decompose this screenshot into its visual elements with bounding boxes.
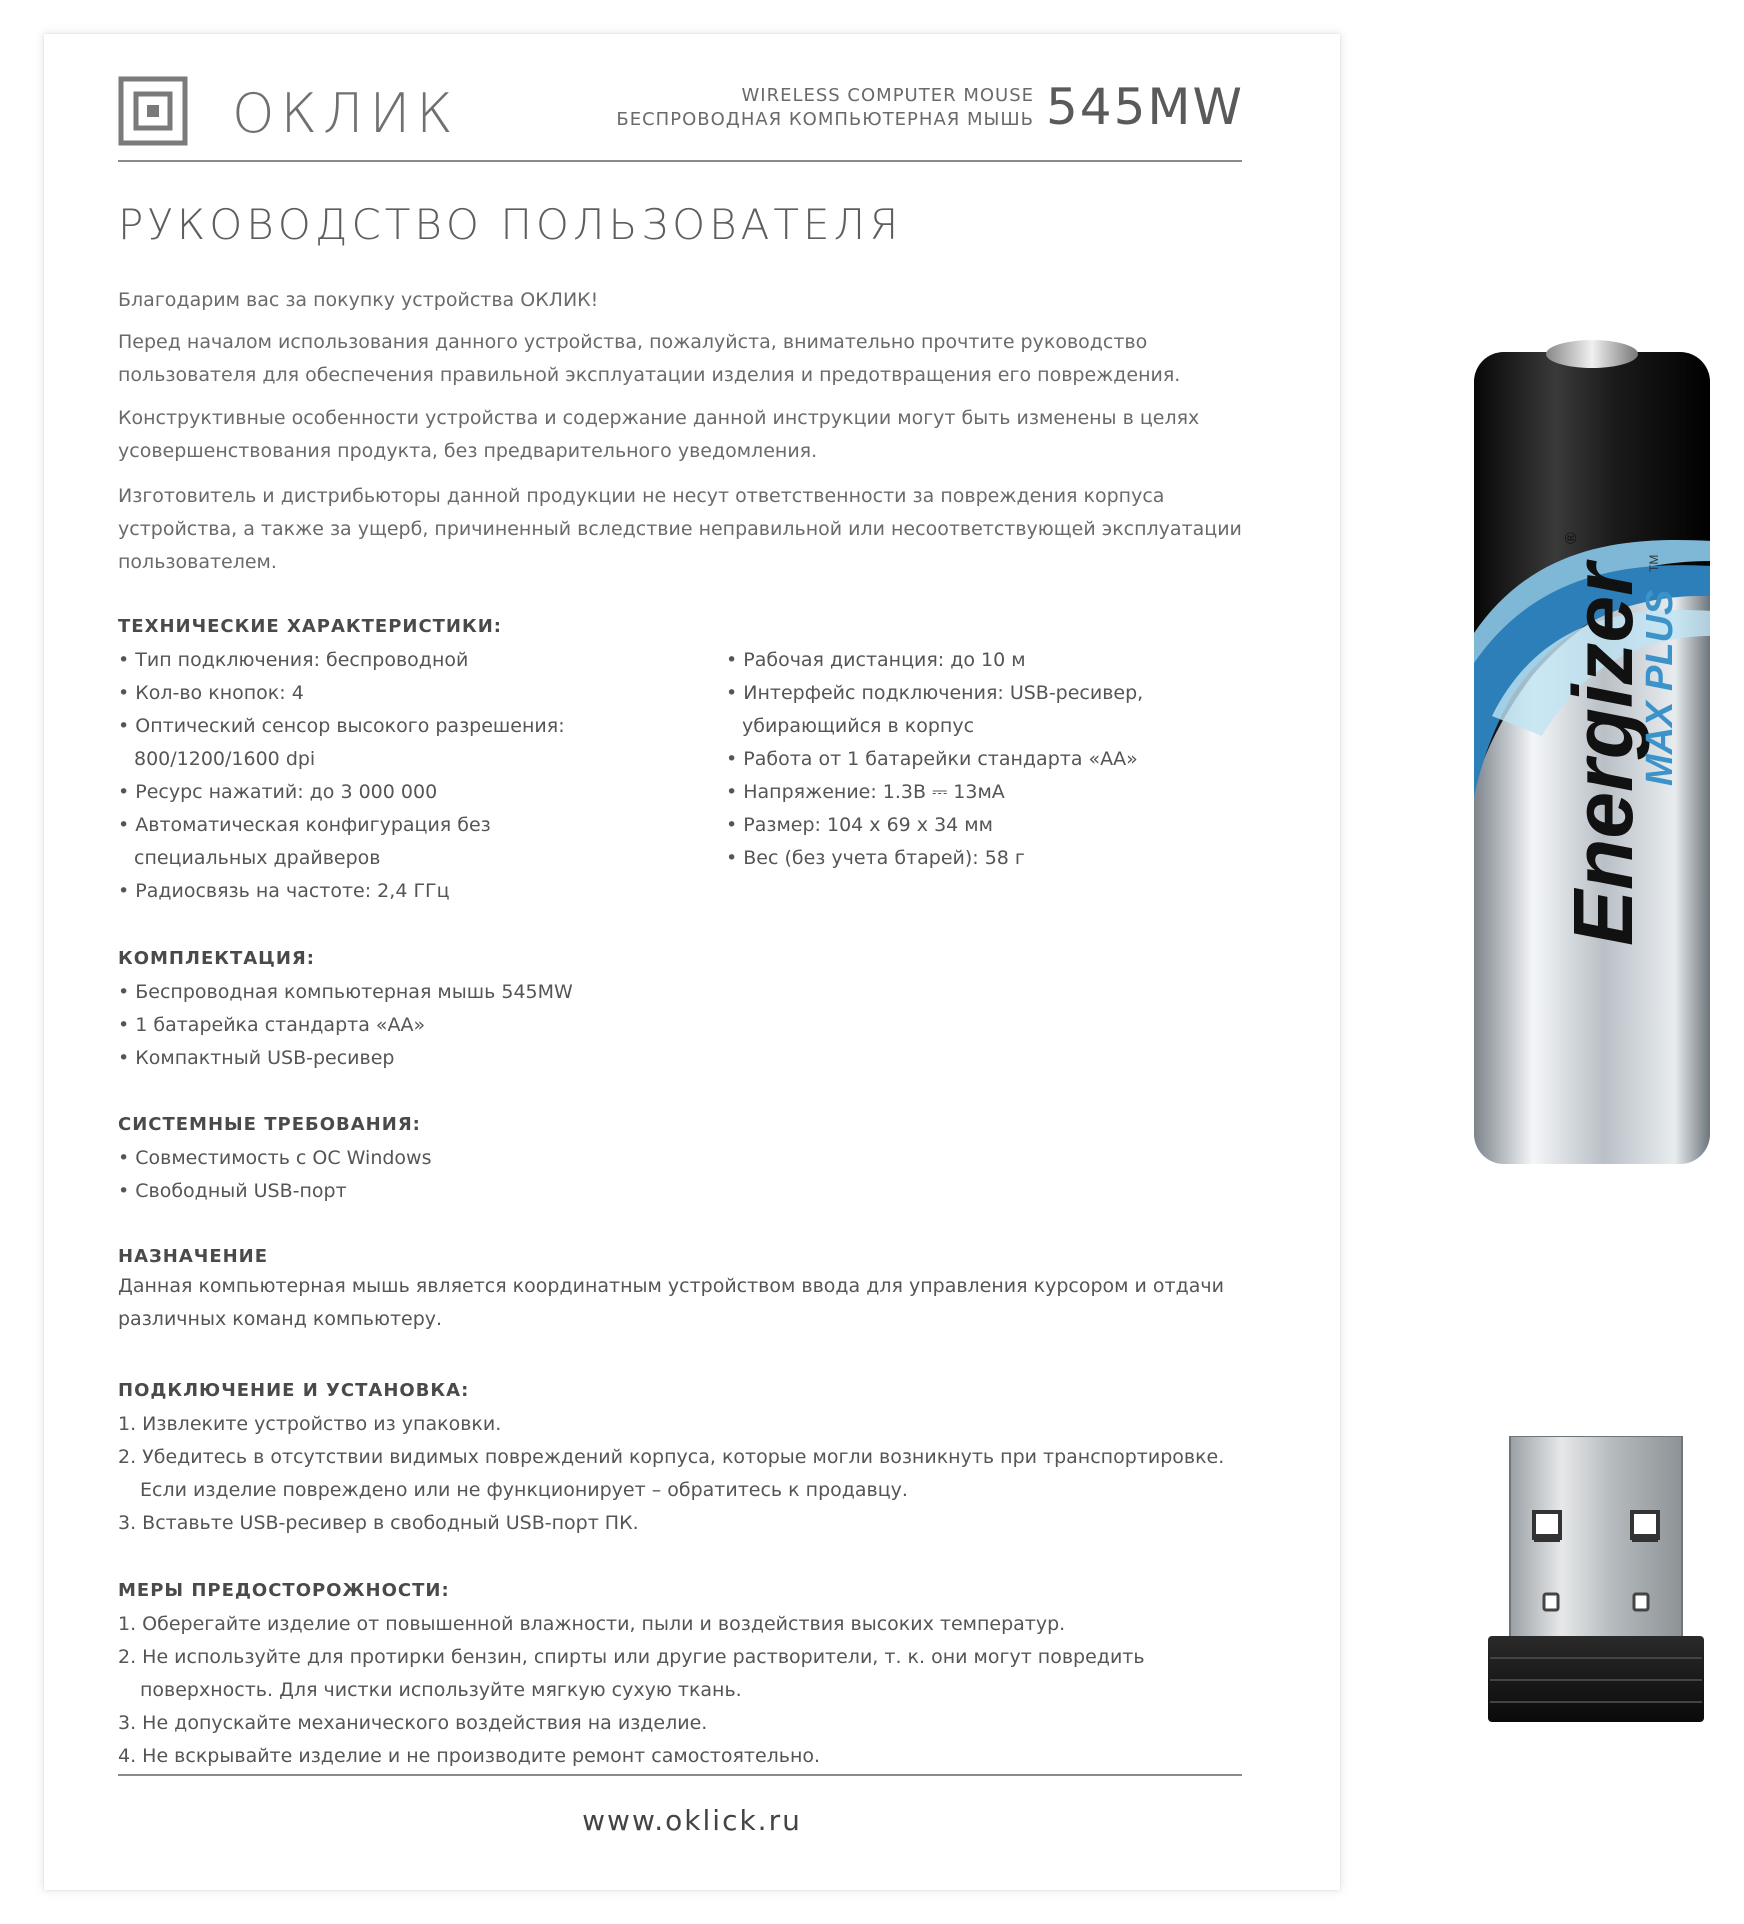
list-item: 3. Не допускайте механического воздействия на изделие. [118, 1712, 708, 1734]
footer-divider [118, 1774, 1242, 1776]
header-divider [118, 160, 1242, 162]
footer-url: www.oklick.ru [582, 1804, 802, 1837]
package-list [118, 976, 1018, 1075]
intro-paragraph: Благодарим вас за покупку устройства ОКЛИК! [118, 289, 599, 311]
list-item: • Напряжение: 1.3В ⎓ 13мА [726, 776, 1246, 809]
specs-heading: ТЕХНИЧЕСКИЕ ХАРАКТЕРИСТИКИ: [118, 616, 502, 637]
list-item: • Интерфейс подключения: USB-ресивер, убирающийся в корпус [726, 677, 1246, 743]
list-item: • Рабочая дистанция: до 10 м [726, 644, 1246, 677]
purpose-text: Данная компьютерная мышь является координатным устройством ввода для управления курсором и отдачи различных команд компьютеру. [118, 1275, 1224, 1330]
precautions-heading: МЕРЫ ПРЕДОСТОРОЖНОСТИ: [118, 1580, 450, 1601]
list-item: • Работа от 1 батарейки стандарта «АА» [726, 743, 1246, 776]
subtitle-en: WIRELESS COMPUTER MOUSE [741, 85, 1034, 106]
battery-registered: ® [1563, 532, 1580, 544]
list-item: • Оптический сенсор высокого разрешения: 800/1200/1600 dpi [118, 710, 628, 776]
product-subtitle [616, 84, 1034, 132]
list-item: 2. Убедитесь в отсутствии видимых повреждений корпуса, которые могли возникнуть при транспортировке. Если изделие повреждено или не функционирует – обратитесь к продавцу. [118, 1446, 1225, 1501]
precautions-list [118, 1608, 1268, 1773]
intro-paragraph: Изготовитель и дистрибьюторы данной продукции не несут ответственности за повреждения корпуса устройства, а также за ущерб, причиненный вследствие неправильной или несоответствующей эксплуатации пользователем. [118, 485, 1242, 573]
model-number: 545MW [1045, 78, 1244, 136]
specs-list-right [726, 644, 1246, 875]
list-item: 3. Вставьте USB-ресивер в свободный USB-порт ПК. [118, 1512, 639, 1534]
list-item: • Автоматическая конфигурация без специальных драйверов [118, 809, 628, 875]
package-heading: КОМПЛЕКТАЦИЯ: [118, 948, 315, 969]
subtitle-ru: БЕСПРОВОДНАЯ КОМПЬЮТЕРНАЯ МЫШЬ [616, 109, 1034, 130]
intro-paragraph: Конструктивные особенности устройства и содержание данной инструкции могут быть изменены в целях усовершенствования продукта, без предварительного уведомления. [118, 407, 1200, 462]
list-item: 4. Не вскрывайте изделие и не производите ремонт самостоятельно. [118, 1745, 821, 1767]
list-item: • Тип подключения: беспроводной [118, 644, 628, 677]
battery-tm: TM [1647, 554, 1661, 572]
list-item: • Совместимость с ОС Windows [118, 1142, 1018, 1175]
list-item: • Ресурс нажатий: до 3 000 000 [118, 776, 628, 809]
oklick-logo-icon [118, 76, 188, 146]
list-item: • Размер: 104 x 69 x 34 мм [726, 809, 1246, 842]
battery-positive-terminal [1546, 340, 1638, 368]
battery-brand: Energizer [1556, 563, 1650, 946]
install-list [118, 1408, 1268, 1540]
list-item: • Кол-во кнопок: 4 [118, 677, 628, 710]
list-item: • Радиосвязь на частоте: 2,4 ГГц [118, 875, 628, 908]
install-heading: ПОДКЛЮЧЕНИЕ И УСТАНОВКА: [118, 1380, 470, 1401]
list-item: 2. Не используйте для протирки бензин, спирты или другие растворители, т. к. они могут повредить поверхность. Для чистки используйте мягкую сухую ткань. [118, 1646, 1145, 1701]
list-item: • Беспроводная компьютерная мышь 545MW [118, 976, 1018, 1009]
list-item: • 1 батарейка стандарта «АА» [118, 1009, 1018, 1042]
requirements-list [118, 1142, 1018, 1208]
manual-sheet [44, 34, 1340, 1890]
purpose-heading: НАЗНАЧЕНИЕ [118, 1246, 269, 1267]
page-title: РУКОВОДСТВО ПОЛЬЗОВАТЕЛЯ [118, 200, 903, 249]
specs-list-left [118, 644, 628, 908]
list-item: • Компактный USB-ресивер [118, 1042, 1018, 1075]
list-item: 1. Извлеките устройство из упаковки. [118, 1413, 502, 1435]
usb-receiver-image [1486, 1436, 1706, 1726]
brand-name: ОКЛИК [232, 82, 459, 145]
list-item: • Свободный USB-порт [118, 1175, 1018, 1208]
aa-battery-image [1472, 336, 1712, 1168]
intro-paragraph: Перед началом использования данного устройства, пожалуйста, внимательно прочтите руководство пользователя для обеспечения правильной эксплуатации изделия и предотвращения его повреждения. [118, 331, 1181, 386]
battery-line: MAX PLUS [1639, 589, 1681, 786]
list-item: • Вес (без учета бтарей): 58 г [726, 842, 1246, 875]
requirements-heading: СИСТЕМНЫЕ ТРЕБОВАНИЯ: [118, 1114, 421, 1135]
list-item: 1. Оберегайте изделие от повышенной влажности, пыли и воздействия высоких температур. [118, 1613, 1066, 1635]
